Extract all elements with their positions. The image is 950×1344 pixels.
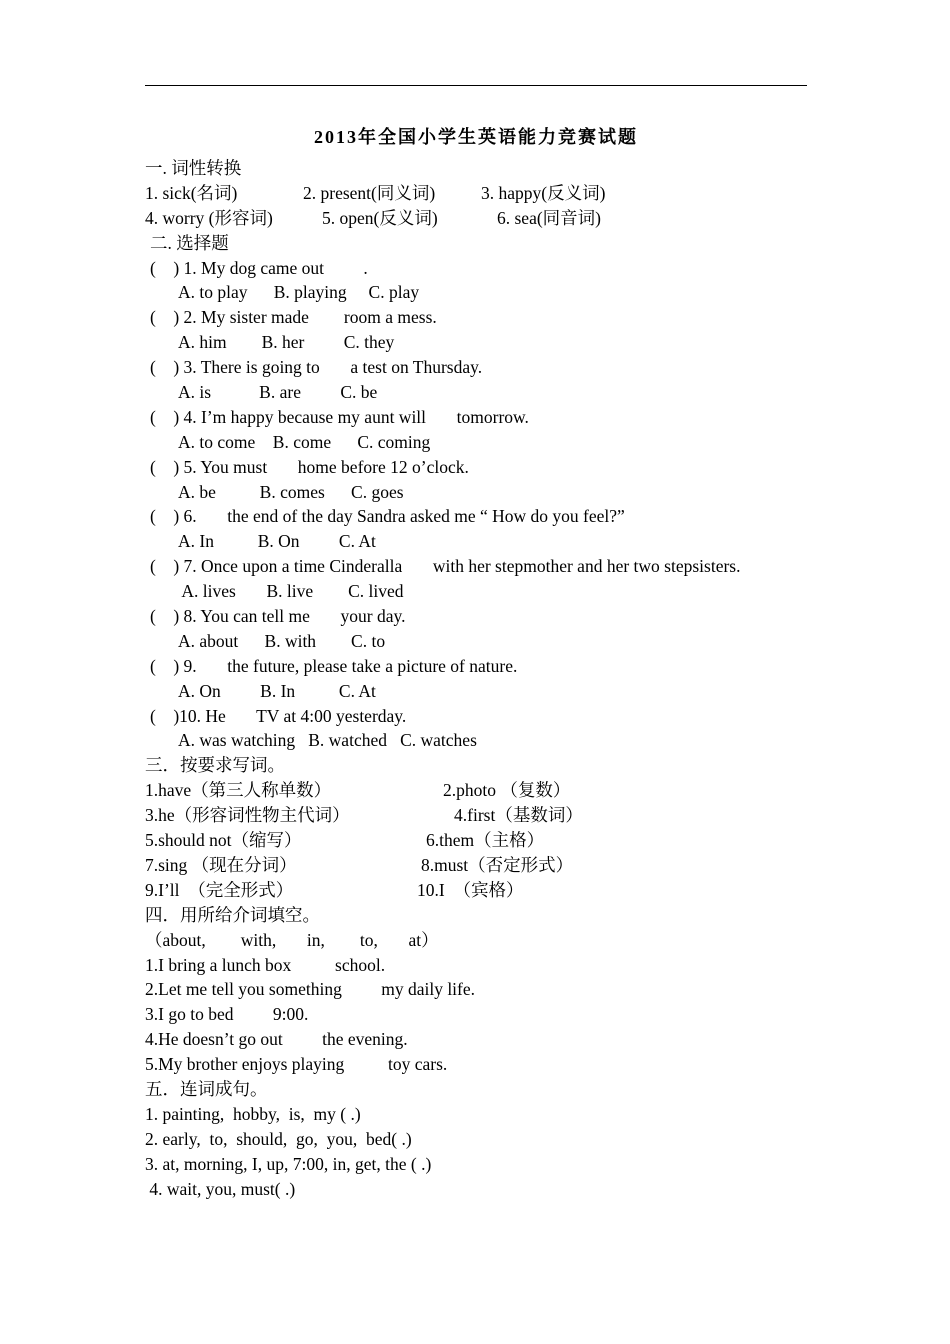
fill-blank-item: 4.He doesn’t go out the evening.	[145, 1029, 408, 1050]
word-item: 3. happy(反义词)	[481, 182, 606, 203]
question-options: A. him B. her C. they	[178, 332, 395, 353]
question-stem: ( ) 6. the end of the day Sandra asked me “ How do you feel?”	[150, 506, 625, 527]
question-options: A. be B. comes C. goes	[178, 481, 404, 502]
question-options: A. lives B. live C. lived	[178, 581, 404, 602]
word-form-row	[145, 778, 825, 803]
section2-heading: 二. 选择题	[150, 232, 229, 253]
word-form-row	[145, 878, 825, 903]
fill-blank-item: 2.Let me tell you something my daily life.	[145, 979, 476, 1000]
question-options: A. about B. with C. to	[178, 630, 386, 651]
word-conversion-row-1	[145, 181, 825, 206]
word-form-item: 4.first（基数词）	[454, 805, 583, 826]
word-form-row	[145, 803, 825, 828]
word-item: 4. worry (形容词)	[145, 207, 273, 228]
fill-blank-item: 1.I bring a lunch box school.	[145, 954, 386, 975]
sentence-build-item: 4. wait, you, must( .)	[145, 1178, 296, 1199]
document-body	[145, 156, 825, 1201]
section1-heading: 一. 词性转换	[145, 158, 242, 178]
question-stem: ( ) 9. the future, please take a picture of nature.	[150, 655, 518, 676]
word-form-row	[145, 853, 825, 878]
question-stem: ( ) 5. You must home before 12 o’clock.	[150, 456, 469, 477]
word-item: 6. sea(同音词)	[497, 207, 602, 228]
word-form-item: 6.them（主格）	[426, 830, 545, 851]
word-item: 1. sick(名词)	[145, 182, 238, 203]
question-stem: ( ) 3. There is going to a test on Thursday.	[150, 357, 483, 378]
word-form-item: 10.I （宾格）	[417, 879, 524, 900]
sentence-build-item: 2. early, to, should, go, you, bed( .)	[145, 1128, 412, 1149]
question-options: A. was watching B. watched C. watches	[178, 730, 477, 751]
question-stem: ( ) 8. You can tell me your day.	[150, 606, 406, 627]
question-options: A. is B. are C. be	[178, 382, 378, 403]
question-options: A. On B. In C. At	[178, 680, 376, 701]
question-stem: ( ) 1. My dog came out .	[150, 257, 368, 278]
section5-heading: 五．连词成句。	[145, 1078, 268, 1099]
section3-heading: 三．按要求写词。	[145, 755, 285, 776]
word-form-item: 8.must（否定形式）	[421, 854, 574, 875]
question-stem: ( ) 2. My sister made room a mess.	[150, 307, 437, 328]
page-title: 2013年全国小学生英语能力竞赛试题	[314, 127, 638, 147]
question-options: A. In B. On C. At	[178, 531, 376, 552]
preposition-word-bank: （about, with, in, to, at）	[145, 929, 439, 950]
word-form-item: 1.have（第三人称单数）	[145, 780, 332, 801]
word-item: 2. present(同义词)	[303, 182, 436, 203]
word-form-item: 2.photo （复数）	[443, 780, 571, 801]
word-item: 5. open(反义词)	[322, 207, 438, 228]
sentence-build-item: 1. painting, hobby, is, my ( .)	[145, 1103, 361, 1124]
question-options: A. to come B. come C. coming	[178, 431, 431, 452]
fill-blank-item: 3.I go to bed 9:00.	[145, 1004, 309, 1025]
question-stem: ( ) 7. Once upon a time Cinderalla with her stepmother and her two stepsisters.	[150, 556, 741, 577]
word-form-item: 7.sing （现在分词）	[145, 854, 297, 875]
question-stem: ( )10. He TV at 4:00 yesterday.	[150, 705, 407, 726]
word-form-row	[145, 828, 825, 853]
word-form-item: 3.he（形容词性物主代词）	[145, 805, 350, 826]
section4-heading: 四．用所给介词填空。	[145, 904, 320, 925]
question-options: A. to play B. playing C. play	[178, 282, 420, 303]
fill-blank-item: 5.My brother enjoys playing toy cars.	[145, 1054, 448, 1075]
header-rule	[145, 85, 807, 86]
word-conversion-row-2	[145, 206, 825, 231]
word-form-item: 9.I’ll （完全形式）	[145, 879, 294, 900]
word-form-item: 5.should not（缩写）	[145, 830, 302, 851]
question-stem: ( ) 4. I’m happy because my aunt will tomorrow.	[150, 406, 529, 427]
sentence-build-item: 3. at, morning, I, up, 7:00, in, get, the ( .)	[145, 1153, 432, 1174]
